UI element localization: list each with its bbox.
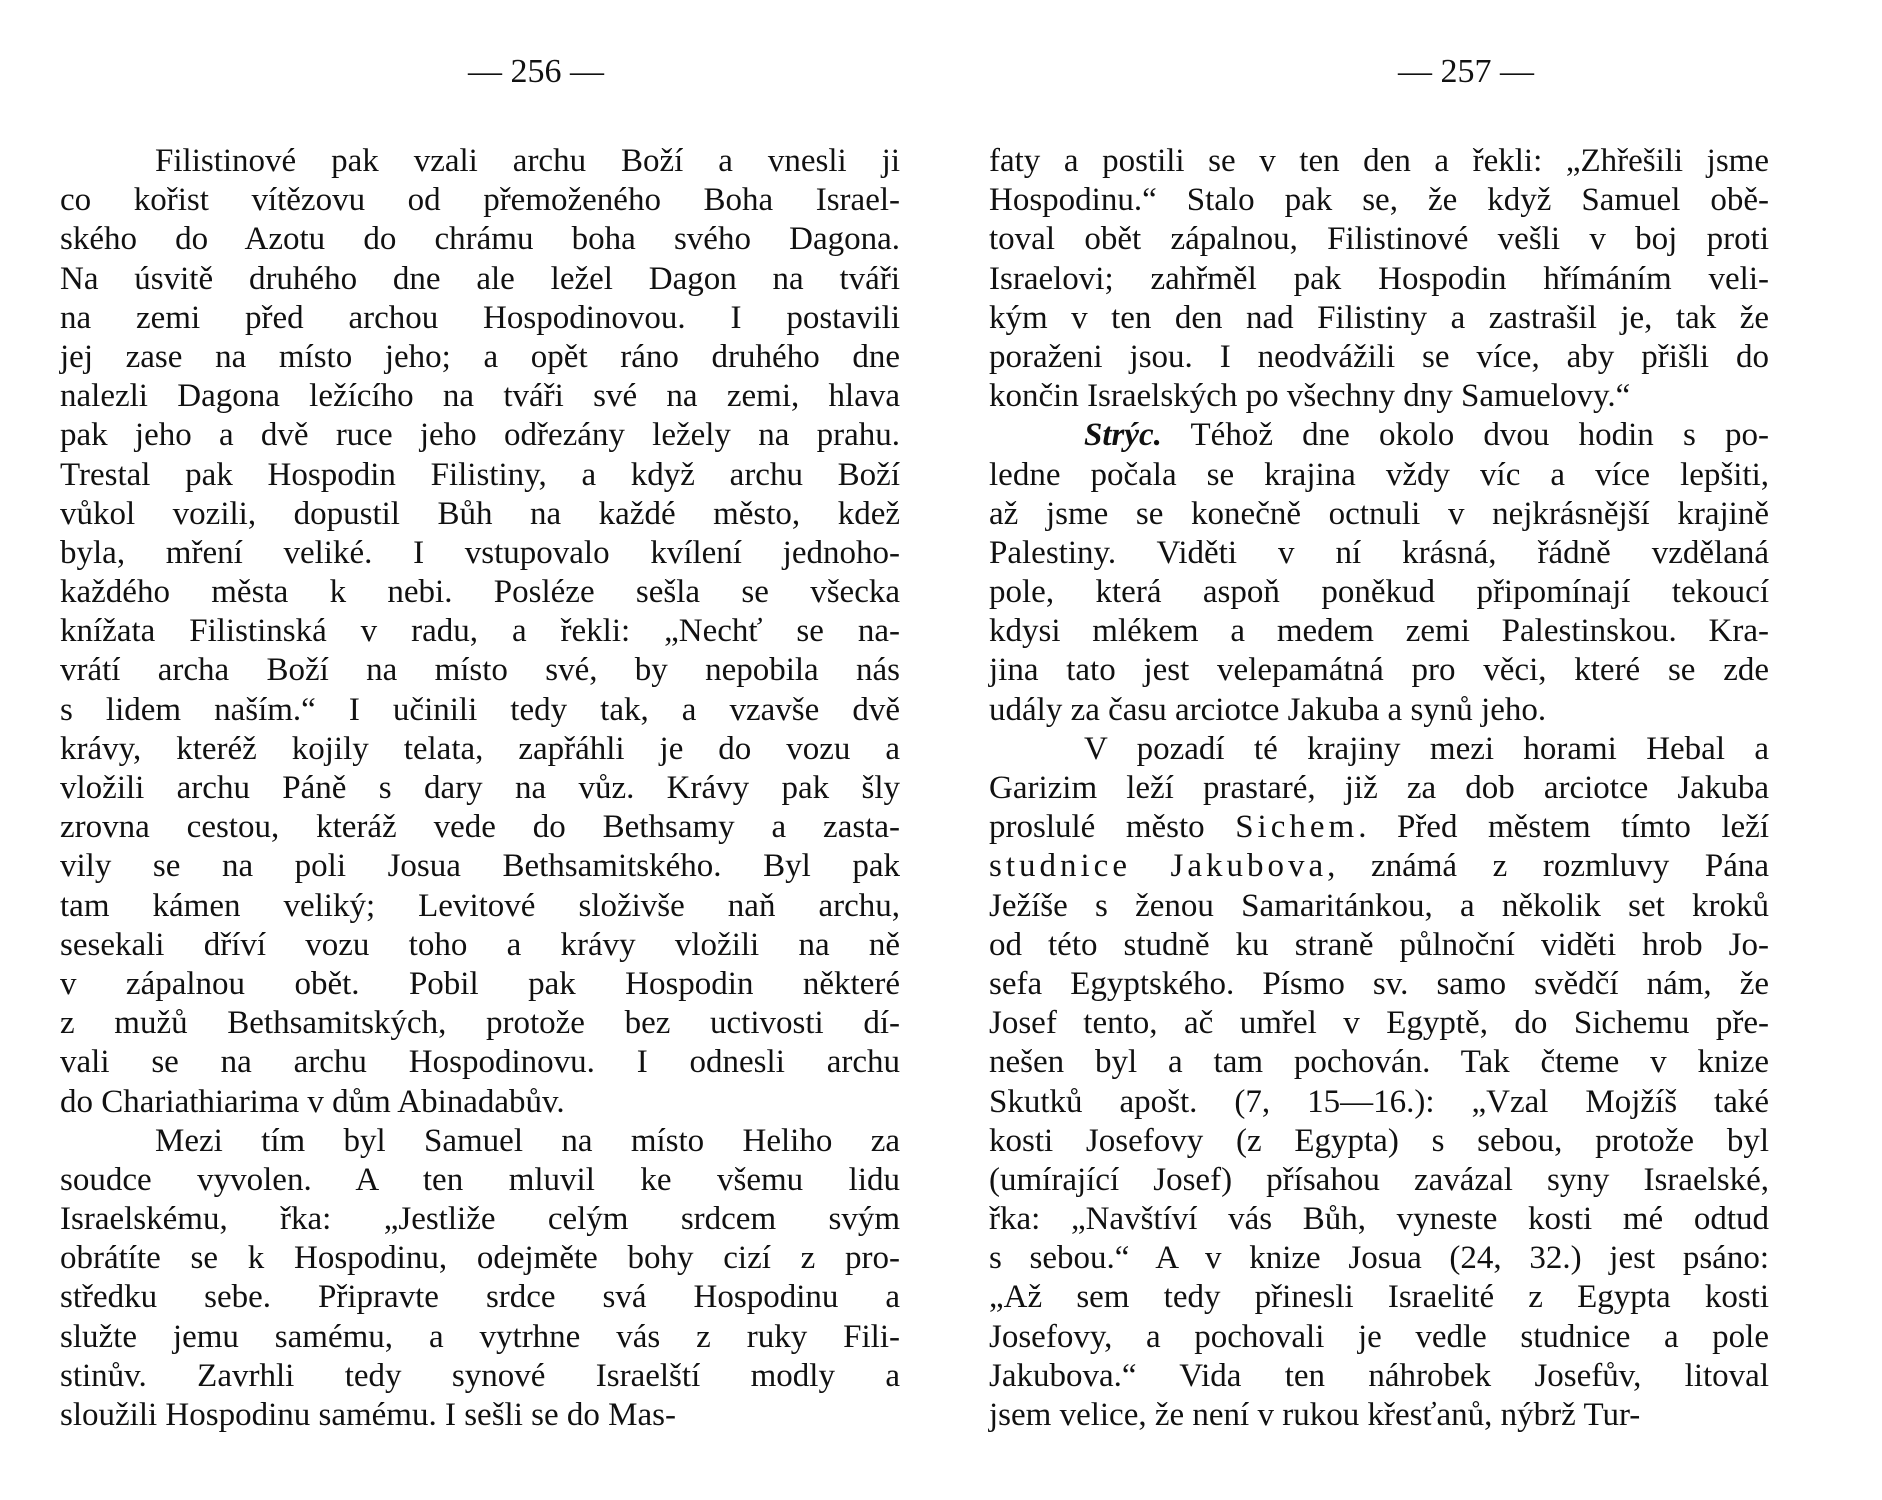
text-line: v zápalnou obět. Pobil pak Hospodin některé xyxy=(60,965,900,1002)
text-line: kým v ten den nad Filistiny a zastrašil je, tak že xyxy=(989,299,1769,336)
text-line: Josef tento, ač umřel v Egyptě, do Sichemu pře- xyxy=(989,1005,1769,1042)
text-line: knížata Filistinská v radu, a řekli: „Nechť se na- xyxy=(60,613,900,650)
text-line: do Chariathiarima v dům Abinadabův. xyxy=(60,1083,565,1120)
text-line: řka: „Navštíví vás Bůh, vyneste kosti mé odtud xyxy=(989,1201,1769,1238)
text-line: Skutků apošt. (7, 15—16.): „Vzal Mojžíš také xyxy=(989,1083,1769,1120)
text-line: „Až sem tedy přinesli Israelité z Egypta kosti xyxy=(989,1279,1769,1316)
text-line: Filistinové pak vzali archu Boží a vnesli ji xyxy=(155,143,900,179)
text-line: kosti Josefovy (z Egypta) s sebou, protože byl xyxy=(989,1122,1769,1159)
page-number-right: — 257 — xyxy=(1398,53,1534,90)
text-line: ského do Azotu do chrámu boha svého Dagona. xyxy=(60,221,900,258)
text-line: vložili archu Páně s dary na vůz. Krávy pak šly xyxy=(60,770,900,806)
text-line: ledne počala se krajina vždy víc a více lepšiti, xyxy=(989,456,1769,493)
text-line: s sebou.“ A v knize Josua (24, 32.) jest psáno: xyxy=(989,1240,1769,1277)
text-line: Ježíše s ženou Samaritánkou, a několik set kroků xyxy=(989,887,1769,924)
text-line: Hospodinu.“ Stalo pak se, že když Samuel obě- xyxy=(989,182,1769,219)
text-line: proslulé město Sichem. Před městem tímto leží xyxy=(989,809,1769,846)
text-line: krávy, kteréž kojily telata, zapřáhli je do vozu a xyxy=(60,730,900,767)
text-line: s lidem naším.“ I učinili tedy tak, a vzavše dvě xyxy=(60,691,900,728)
text-line: soudce vyvolen. A ten mluvil ke všemu lidu xyxy=(60,1161,900,1198)
text-line: pak jeho a dvě ruce jeho odřezány ležely na prahu. xyxy=(60,417,900,454)
text-line: vali se na archu Hospodinovu. I odnesli archu xyxy=(60,1044,900,1081)
text-line: Garizim leží prastaré, již za dob arciotce Jakuba xyxy=(989,770,1769,806)
text-line: od této studně ku straně půlnoční viděti hrob Jo- xyxy=(989,926,1769,963)
text-line: (umírající Josef) přísahou zavázal syny Israelské, xyxy=(989,1161,1769,1198)
text-line: stinův. Zavrhli tedy synové Israelští modly a xyxy=(60,1357,900,1394)
text-line: vily se na poli Josua Bethsamitského. Byl pak xyxy=(60,848,900,885)
text-line: poraženi jsou. I neodvážili se více, aby přišli do xyxy=(989,338,1769,375)
left-page-body xyxy=(60,142,900,1435)
text-line: Na úsvitě druhého dne ale ležel Dagon na tváři xyxy=(60,260,900,297)
text-line: kdysi mlékem a medem zemi Palestinskou. Kra- xyxy=(989,613,1769,650)
text-line: Israelovi; zahřměl pak Hospodin hřímáním veli- xyxy=(989,260,1769,297)
text-line: vrátí archa Boží na místo své, by nepobila nás xyxy=(60,652,900,689)
text-line: až jsme se konečně octnuli v nejkrásnější krajině xyxy=(989,495,1769,532)
text-line: sloužili Hospodinu samému. I sešli se do Mas- xyxy=(60,1397,676,1433)
text-line: toval obět zápalnou, Filistinové vešli v boj proti xyxy=(989,221,1769,258)
page-number-left: — 256 — xyxy=(468,53,604,90)
text-line: byla, mření veliké. I vstupovalo kvílení jednoho- xyxy=(60,534,900,571)
text-line: Strýc. Téhož dne okolo dvou hodin s po- xyxy=(1084,417,1769,454)
text-line: Josefovy, a pochovali je vedle studnice a pole xyxy=(989,1318,1769,1355)
text-line: končin Israelských po všechny dny Samuelovy.“ xyxy=(989,378,1631,415)
text-line: jej zase na místo jeho; a opět ráno druhého dne xyxy=(60,338,900,375)
text-line: každého města k nebi. Posléze sešla se všecka xyxy=(60,574,900,611)
text-line: faty a postili se v ten den a řekli: „Zhřešili jsme xyxy=(989,143,1769,179)
text-line: nalezli Dagona ležícího na tváři své na zemi, hlava xyxy=(60,378,900,415)
text-line: studnice Jakubova, známá z rozmluvy Pána xyxy=(989,848,1769,885)
text-line: Mezi tím byl Samuel na místo Heliho za xyxy=(155,1122,900,1159)
text-line: Palestiny. Viděti v ní krásná, řádně vzdělaná xyxy=(989,534,1769,571)
text-line: udály za času arciotce Jakuba a synů jeho. xyxy=(989,691,1547,728)
text-line: co kořist vítězovu od přemoženého Boha Israel- xyxy=(60,182,900,219)
text-line: zrovna cestou, kteráž vede do Bethsamy a zasta- xyxy=(60,809,900,846)
text-line: V pozadí té krajiny mezi horami Hebal a xyxy=(1084,730,1769,767)
text-line: pole, která aspoň poněkud připomínají tekoucí xyxy=(989,574,1769,611)
text-line: na zemi před archou Hospodinovou. I postavili xyxy=(60,299,900,336)
text-line: nešen byl a tam pochován. Tak čteme v knize xyxy=(989,1044,1769,1081)
text-line: středku sebe. Připravte srdce svá Hospodinu a xyxy=(60,1279,900,1316)
text-line: jina tato jest velepamátná pro věci, které se zde xyxy=(989,652,1769,689)
text-line: sesekali dříví vozu toho a krávy vložili na ně xyxy=(60,926,900,963)
text-line: Israelskému, řka: „Jestliže celým srdcem svým xyxy=(60,1201,900,1238)
text-line: vůkol vozili, dopustil Bůh na každé město, kdež xyxy=(60,495,900,532)
text-line: z mužů Bethsamitských, protože bez uctivosti dí- xyxy=(60,1005,900,1042)
right-page xyxy=(941,0,1882,1500)
text-line: služte jemu samému, a vytrhne vás z ruky Fili- xyxy=(60,1318,900,1355)
right-page-body xyxy=(989,142,1769,1435)
text-line: tam kámen veliký; Levitové složivše naň archu, xyxy=(60,887,900,924)
text-line: Trestal pak Hospodin Filistiny, a když archu Boží xyxy=(60,456,900,493)
text-line: obrátíte se k Hospodinu, odejměte bohy cizí z pro- xyxy=(60,1240,900,1277)
text-line: jsem velice, že není v rukou křesťanů, nýbrž Tur- xyxy=(989,1397,1641,1433)
text-line: Jakubova.“ Vida ten náhrobek Josefův, litoval xyxy=(989,1357,1769,1394)
text-line: sefa Egyptského. Písmo sv. samo svědčí nám, že xyxy=(989,965,1769,1002)
